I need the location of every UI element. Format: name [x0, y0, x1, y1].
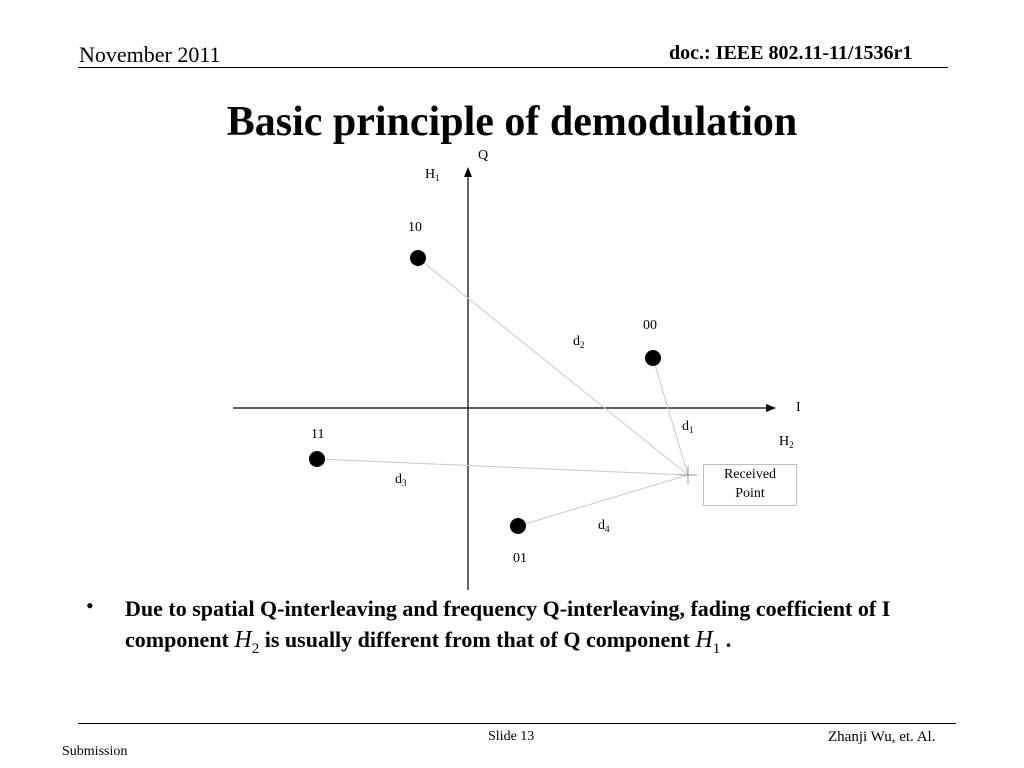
received-point-line1: Received	[723, 467, 777, 482]
received-point-line2: Point	[735, 486, 765, 501]
bullet-marker: •	[86, 593, 94, 618]
math-h2: $H_2$	[234, 627, 260, 657]
footer-rule	[78, 723, 956, 724]
constellation-point-11	[309, 451, 325, 467]
slide-title: Basic principle of demodulation	[226, 99, 798, 145]
header-doc-id: doc.: IEEE 802.11-11/1536r1	[669, 42, 913, 64]
constellation-point-10	[410, 250, 426, 266]
distance-line-00	[653, 358, 688, 475]
distance-label-d1: $d_1$	[682, 419, 694, 435]
h1-label: $H_1$	[425, 167, 440, 183]
slide-number: Slide 13	[488, 729, 535, 744]
footer-author: Zhanji Wu, et. Al.	[828, 729, 936, 745]
bullet-part3: .	[720, 627, 732, 652]
h2-label: $H_2$	[779, 434, 794, 450]
math-h1: $H_1$	[695, 627, 721, 657]
point-label-01: 01	[513, 551, 527, 566]
distance-line-11	[317, 459, 688, 475]
distance-label-d2: $d_2$	[573, 334, 585, 350]
bullet-part1: Due to spatial Q-interleaving and frequency Q-interleaving, fading coefficient of I component	[125, 596, 891, 652]
received-point-label	[703, 464, 797, 506]
header-date: November 2011	[79, 42, 221, 67]
point-label-00: 00	[643, 318, 657, 333]
distance-label-d3: $d_3$	[395, 472, 407, 488]
bullet-text	[125, 593, 915, 665]
distance-label-d4: $d_4$	[598, 518, 610, 534]
bullet-part2: is usually different from that of Q component	[259, 627, 696, 652]
constellation-point-00	[645, 350, 661, 366]
point-label-11: 11	[311, 427, 325, 442]
q-axis-label: Q	[478, 148, 489, 163]
point-label-10: 10	[408, 220, 422, 235]
i-axis-label: I	[796, 400, 801, 415]
distance-line-10	[418, 258, 688, 475]
constellation-point-01	[510, 518, 526, 534]
footer-submission: Submission	[62, 744, 128, 759]
